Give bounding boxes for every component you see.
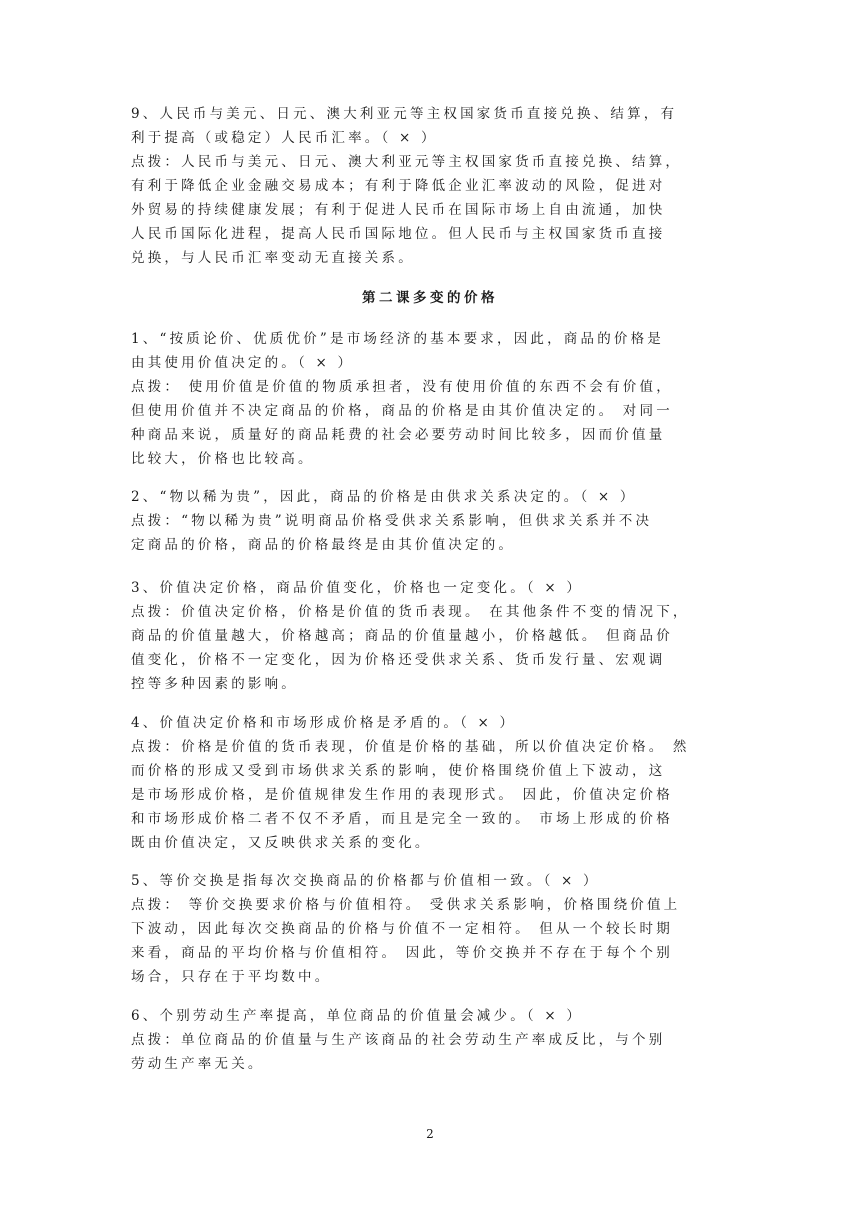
text-line: 是市场形成价格，是价值规律发生作用的表现形式。 因此，价值决定价格 <box>131 787 673 803</box>
question-item-6 <box>131 1004 731 1076</box>
text-line: 定商品的价格，商品的价格最终是由其价值决定的。 <box>131 537 516 553</box>
section-title: 第二课多变的价格 <box>362 290 498 306</box>
text-line: 既由价值决定，又反映供求关系的变化。 <box>131 835 432 851</box>
text-line: 控等多种因素的影响。 <box>131 676 298 692</box>
text-line: 值变化，价格不一定变化，因为价格还受供求关系、货币发行量、宏观调 <box>131 652 666 668</box>
text-line: 有利于降低企业金融交易成本；有利于降低企业汇率波动的风险，促进对 <box>131 178 666 194</box>
text-line: 比较大，价格也比较高。 <box>131 451 315 467</box>
page-number: 2 <box>426 1127 434 1141</box>
text-line: 商品的价值量越大，价格越高；商品的价值量越小，价格越低。 但商品价 <box>131 628 673 644</box>
text-line: 外贸易的持续健康发展；有利于促进人民币在国际市场上自由流通，加快 <box>131 202 666 218</box>
question-item-3 <box>131 576 731 696</box>
question-item-1 <box>131 327 731 471</box>
question-item-5 <box>131 869 731 989</box>
intro-paragraph <box>131 102 731 270</box>
question-item-2 <box>131 485 731 557</box>
text-line: 人民币国际化进程，提高人民币国际地位。但人民币与主权国家货币直接 <box>131 226 666 242</box>
text-line: 点拨：价值决定价格，价格是价值的货币表现。 在其他条件不变的情况下， <box>131 604 690 620</box>
question-item-4 <box>131 711 731 855</box>
text-line: 点拨：单位商品的价值量与生产该商品的社会劳动生产率成反比，与个别 <box>131 1032 666 1048</box>
text-line: 6、个别劳动生产率提高，单位商品的价值量会减少。（ × ） <box>131 1008 584 1024</box>
text-line: 点拨：人民币与美元、日元、澳大利亚元等主权国家货币直接兑换、结算， <box>131 154 683 170</box>
text-line: 而价格的形成又受到市场供求关系的影响，使价格围绕价值上下波动，这 <box>131 763 666 779</box>
text-line: 来看，商品的平均价格与价值相符。 因此，等价交换并不存在于每个个别 <box>131 945 673 961</box>
text-line: 场合，只存在于平均数中。 <box>131 969 332 985</box>
text-line: 点拨：“物以稀为贵”说明商品价格受供求关系影响，但供求关系并不决 <box>131 513 653 529</box>
text-line: 9、人民币与美元、日元、澳大利亚元等主权国家货币直接兑换、结算，有 <box>131 106 678 122</box>
text-line: 种商品来说，质量好的商品耗费的社会必要劳动时间比较多，因而价值量 <box>131 427 666 443</box>
text-line: 2、“物以稀为贵”，因此，商品的价格是由供求关系决定的。（ × ） <box>131 489 637 505</box>
text-line: 5、等价交换是指每次交换商品的价格都与价值相一致。（ × ） <box>131 873 600 889</box>
text-line: 4、价值决定价格和市场形成价格是矛盾的。（ × ） <box>131 715 517 731</box>
text-line: 点拨： 等价交换要求价格与价值相符。 受供求关系影响，价格围绕价值上 <box>131 897 681 913</box>
text-line: 劳动生产率无关。 <box>131 1056 265 1072</box>
text-line: 和市场形成价格二者不仅不矛盾，而且是完全一致的。 市场上形成的价格 <box>131 811 673 827</box>
text-line: 1、“按质论价、优质优价”是市场经济的基本要求，因此，商品的价格是 <box>131 331 664 347</box>
text-line: 但使用价值并不决定商品的价格，商品的价格是由其价值决定的。 对同一 <box>131 403 673 419</box>
text-line: 下波动，因此每次交换商品的价格与价值不一定相符。 但从一个较长时期 <box>131 921 673 937</box>
text-line: 由其使用价值决定的。（ × ） <box>131 355 355 371</box>
text-line: 兑换，与人民币汇率变动无直接关系。 <box>131 250 415 266</box>
text-line: 利于提高（或稳定）人民币汇率。（ × ） <box>131 130 438 146</box>
text-line: 点拨：价格是价值的货币表现，价值是价格的基础，所以价值决定价格。 然 <box>131 739 690 755</box>
text-line: 点拨： 使用价值是价值的物质承担者，没有使用价值的东西不会有价值， <box>131 379 673 395</box>
text-line: 3、价值决定价格，商品价值变化，价格也一定变化。（ × ） <box>131 580 584 596</box>
